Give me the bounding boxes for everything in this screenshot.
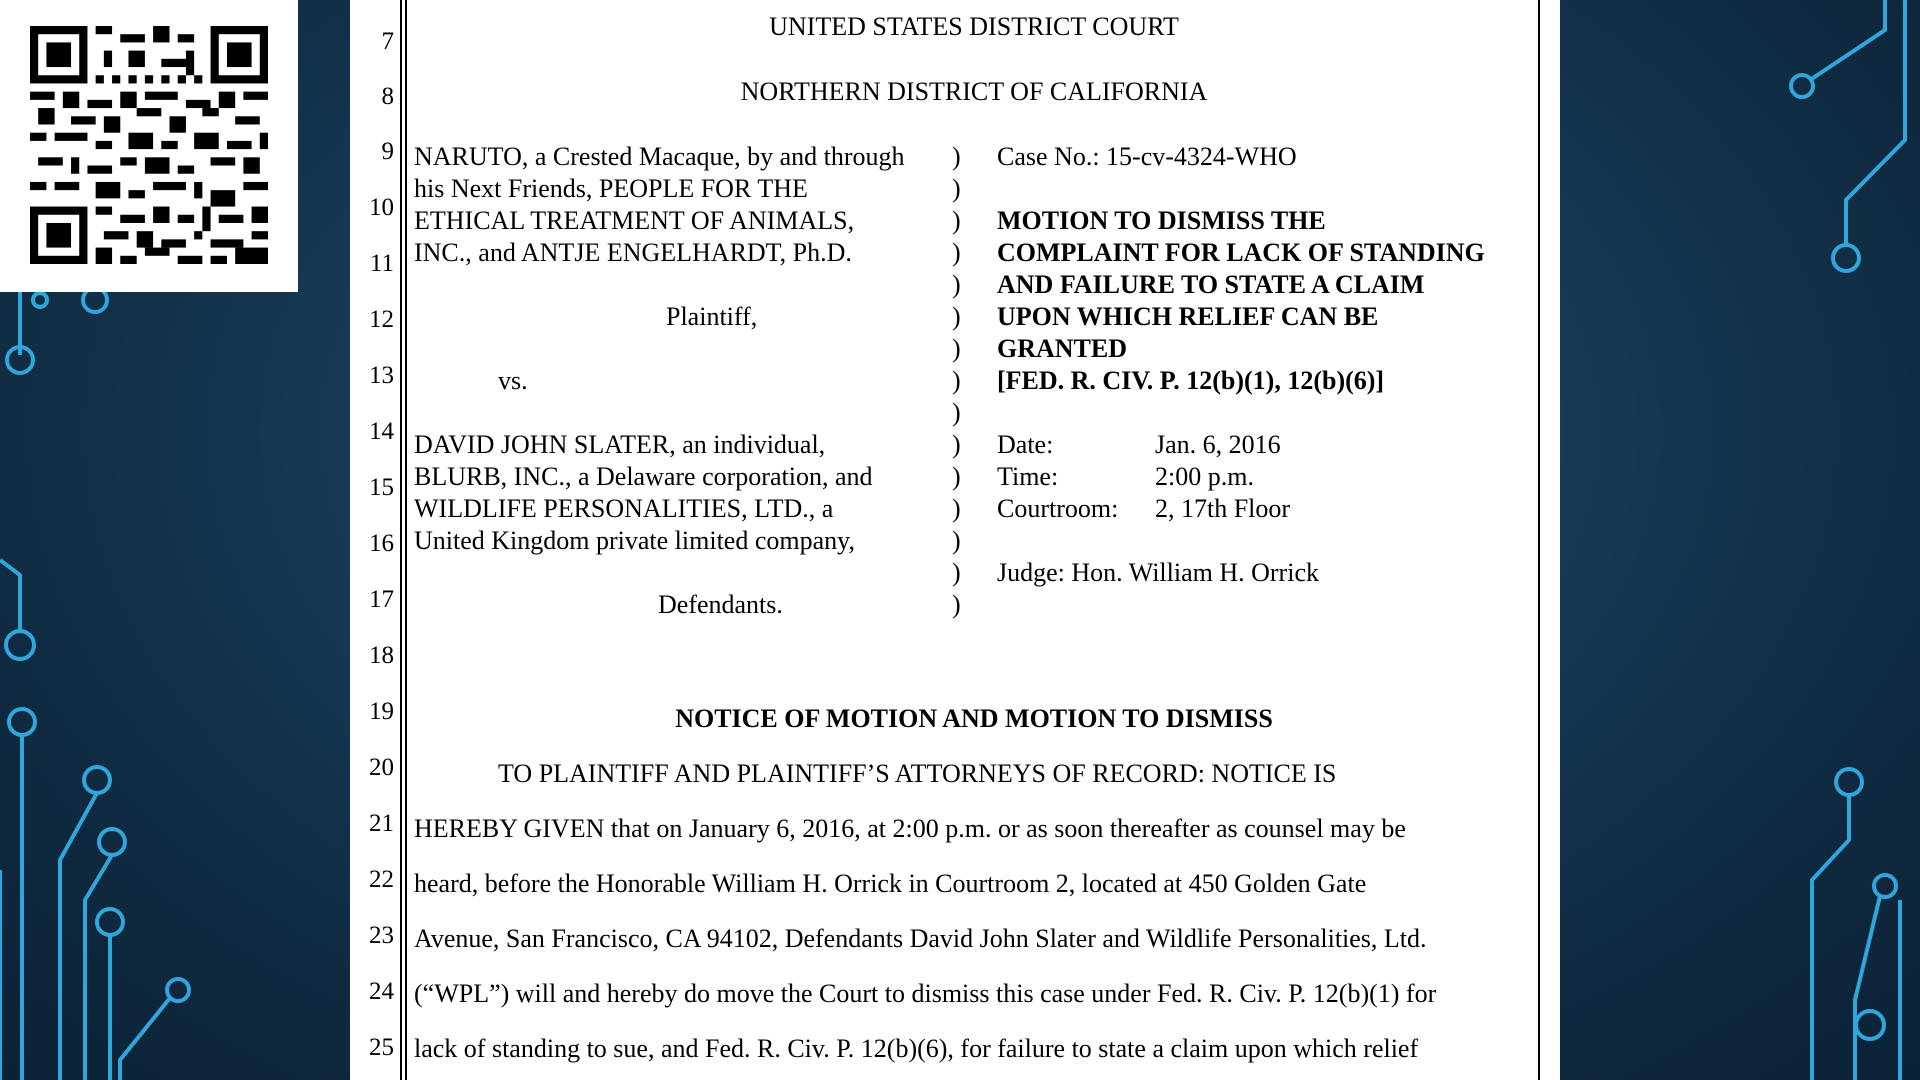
caption-paren: ) — [952, 590, 961, 619]
margin-line — [405, 0, 407, 1080]
margin-line — [1538, 0, 1540, 1080]
line-number: 7 — [381, 28, 394, 55]
line-number: 15 — [369, 474, 394, 501]
caption-paren: ) — [952, 238, 961, 267]
plaintiff-line: INC., and ANTJE ENGELHARDT, Ph.D. — [414, 238, 852, 267]
defendant-line: United Kingdom private limited company, — [414, 526, 855, 555]
caption-paren: ) — [952, 430, 961, 459]
motion-title-line: COMPLAINT FOR LACK OF STANDING — [997, 238, 1485, 267]
line-number: 22 — [369, 866, 394, 893]
caption-paren: ) — [952, 142, 961, 171]
line-number: 13 — [369, 362, 394, 389]
line-number: 11 — [369, 250, 394, 277]
hearing-time-label: Time: — [997, 462, 1059, 491]
caption-paren: ) — [952, 526, 961, 555]
judge-line: Judge: Hon. William H. Orrick — [997, 558, 1319, 587]
motion-title-line: MOTION TO DISMISS THE — [997, 206, 1326, 235]
margin-line — [400, 0, 402, 1080]
line-number: 23 — [369, 922, 394, 949]
motion-title-line: AND FAILURE TO STATE A CLAIM — [997, 270, 1425, 299]
circuit-decoration-right — [1540, 0, 1920, 1080]
defendant-label: Defendants. — [658, 590, 783, 619]
motion-title-line: GRANTED — [997, 334, 1128, 363]
courtroom-value: 2, 17th Floor — [1155, 494, 1291, 523]
caption-paren: ) — [952, 462, 961, 491]
body-line: TO PLAINTIFF AND PLAINTIFF’S ATTORNEYS OF RECORD: NOTICE IS — [498, 759, 1337, 788]
line-number: 21 — [369, 810, 394, 837]
notice-heading: NOTICE OF MOTION AND MOTION TO DISMISS — [675, 704, 1273, 733]
line-number: 19 — [369, 698, 394, 725]
hearing-date-value: Jan. 6, 2016 — [1155, 430, 1281, 459]
line-number: 14 — [369, 418, 394, 445]
vs-label: vs. — [498, 366, 528, 395]
body-line: HEREBY GIVEN that on January 6, 2016, at 2:00 p.m. or as soon thereafter as counsel may be — [414, 814, 1406, 843]
caption-paren: ) — [952, 270, 961, 299]
line-number: 10 — [369, 194, 394, 221]
caption-paren: ) — [952, 398, 961, 427]
motion-title-line: [FED. R. CIV. P. 12(b)(1), 12(b)(6)] — [997, 366, 1385, 395]
defendant-line: BLURB, INC., a Delaware corporation, and — [414, 462, 873, 491]
hearing-date-label: Date: — [997, 430, 1054, 459]
court-district: NORTHERN DISTRICT OF CALIFORNIA — [740, 77, 1208, 106]
plaintiff-line: ETHICAL TREATMENT OF ANIMALS, — [414, 206, 855, 235]
plaintiff-line: his Next Friends, PEOPLE FOR THE — [414, 174, 808, 203]
line-number: 8 — [381, 83, 394, 110]
plaintiff-label: Plaintiff, — [666, 302, 758, 331]
caption-paren: ) — [952, 334, 961, 363]
line-number: 16 — [369, 530, 394, 557]
motion-title-line: UPON WHICH RELIEF CAN BE — [997, 302, 1379, 331]
court-title: UNITED STATES DISTRICT COURT — [769, 12, 1179, 41]
caption-paren: ) — [952, 206, 961, 235]
caption-paren: ) — [952, 302, 961, 331]
line-number: 9 — [381, 138, 394, 165]
line-number: 20 — [369, 754, 394, 781]
line-number: 12 — [369, 306, 394, 333]
defendant-line: DAVID JOHN SLATER, an individual, — [414, 430, 826, 459]
line-number: 18 — [369, 642, 394, 669]
body-line: heard, before the Honorable William H. Orrick in Courtroom 2, located at 450 Golden Gate — [414, 869, 1367, 898]
body-line: (“WPL”) will and hereby do move the Court to dismiss this case under Fed. R. Civ. P. 12(b)(1) for — [414, 979, 1437, 1008]
body-line: lack of standing to sue, and Fed. R. Civ. P. 12(b)(6), for failure to state a claim upon which relief — [414, 1034, 1419, 1063]
plaintiff-line: NARUTO, a Crested Macaque, by and through — [414, 142, 905, 171]
caption-paren: ) — [952, 366, 961, 395]
courtroom-label: Courtroom: — [997, 494, 1119, 523]
line-number: 25 — [369, 1034, 394, 1061]
line-number: 17 — [369, 586, 394, 613]
document-page — [350, 0, 1560, 1080]
hearing-time-value: 2:00 p.m. — [1155, 462, 1254, 491]
case-number: Case No.: 15-cv-4324-WHO — [997, 142, 1297, 171]
caption-paren: ) — [952, 174, 961, 203]
qr-code-icon — [30, 26, 268, 264]
defendant-line: WILDLIFE PERSONALITIES, LTD., a — [414, 494, 834, 523]
caption-paren: ) — [952, 494, 961, 523]
qr-code[interactable] — [0, 0, 298, 292]
body-line: Avenue, San Francisco, CA 94102, Defendants David John Slater and Wildlife Personalities, Ltd. — [414, 924, 1427, 953]
caption-paren: ) — [952, 558, 961, 587]
line-number: 24 — [369, 978, 394, 1005]
